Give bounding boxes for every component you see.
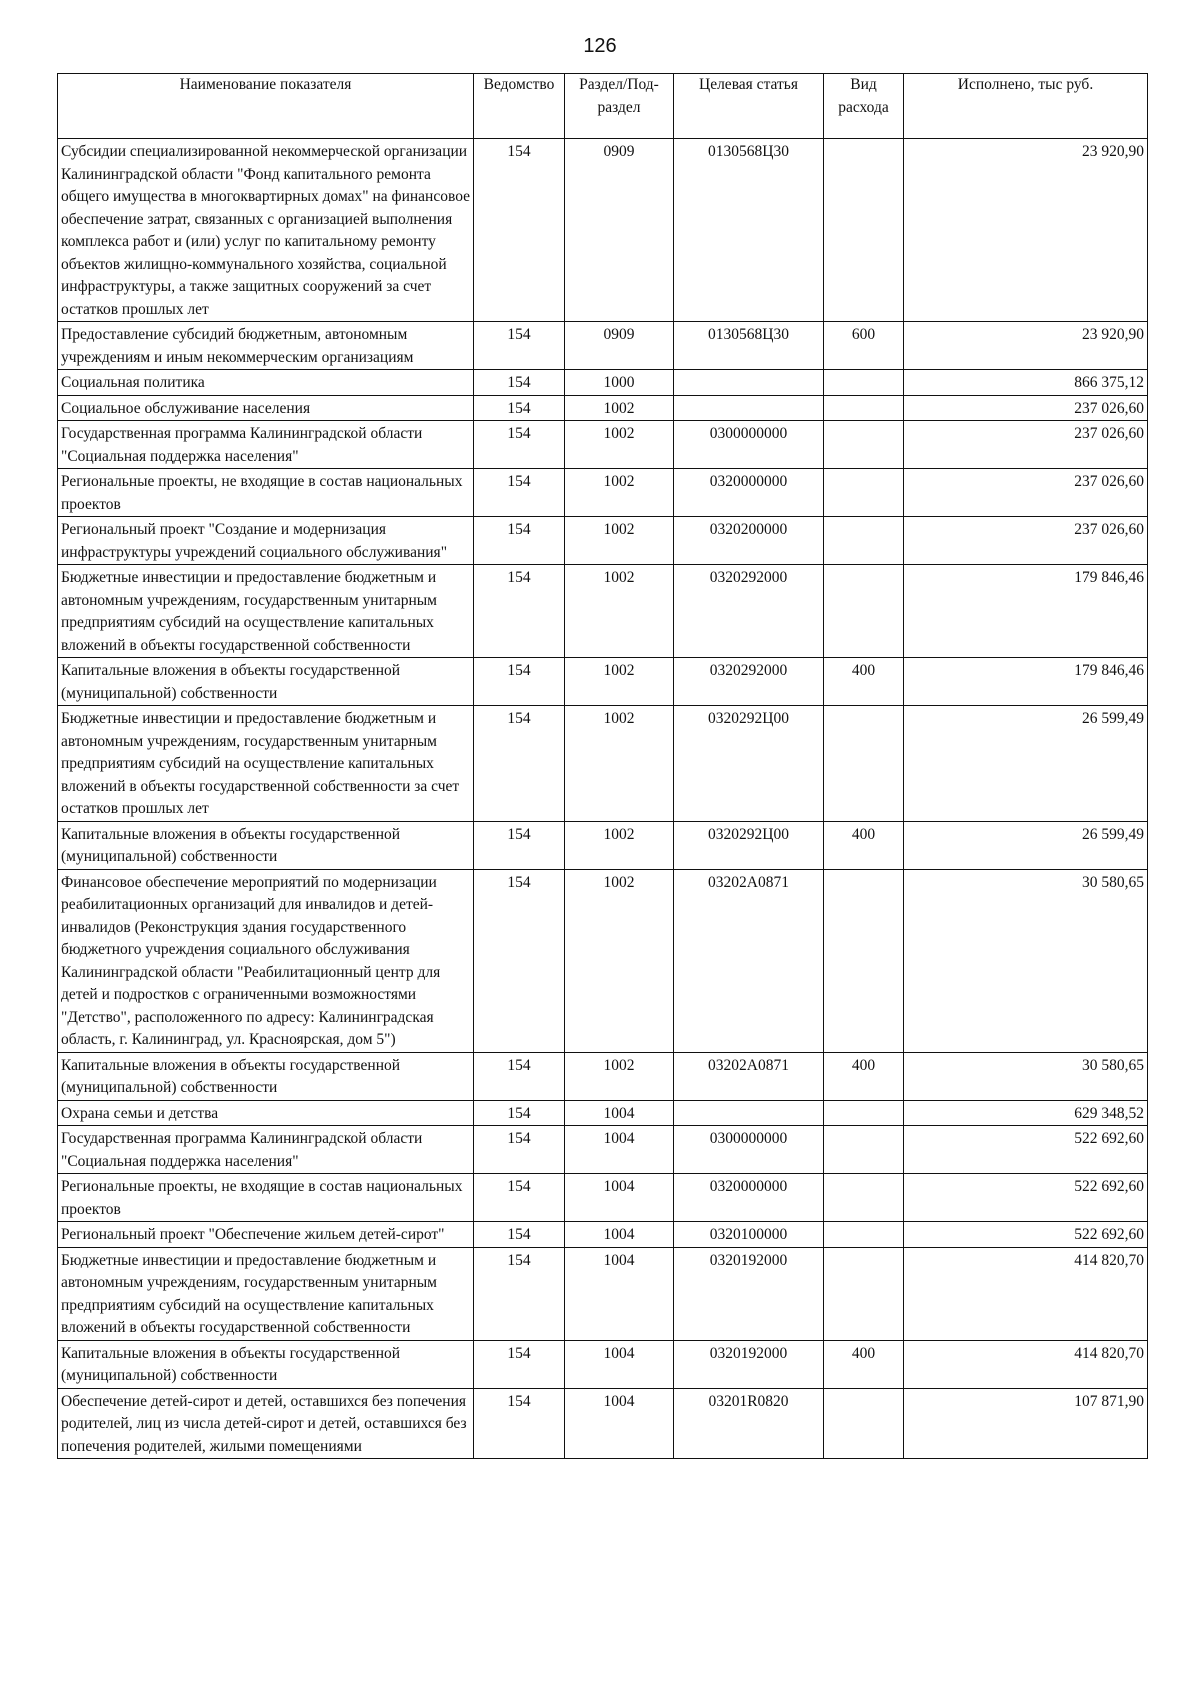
- cell-department: 154: [474, 1340, 565, 1388]
- cell-section: 1002: [565, 869, 674, 1052]
- cell-name: Социальная политика: [58, 370, 474, 396]
- cell-department: 154: [474, 322, 565, 370]
- cell-amount: 237 026,60: [904, 469, 1148, 517]
- cell-amount: 414 820,70: [904, 1247, 1148, 1340]
- cell-department: 154: [474, 421, 565, 469]
- cell-expense-type: 400: [824, 821, 904, 869]
- cell-target: 0320192000: [674, 1340, 824, 1388]
- cell-target: [674, 1100, 824, 1126]
- cell-expense-type: [824, 1247, 904, 1340]
- cell-amount: 522 692,60: [904, 1174, 1148, 1222]
- cell-name: Капитальные вложения в объекты государственной (муниципальной) собственности: [58, 1052, 474, 1100]
- table-row: [58, 322, 1148, 370]
- cell-expense-type: [824, 469, 904, 517]
- cell-department: 154: [474, 1388, 565, 1459]
- header-name: Наименование показателя: [58, 74, 474, 139]
- header-target: Целевая статья: [674, 74, 824, 139]
- cell-department: 154: [474, 658, 565, 706]
- cell-department: 154: [474, 1100, 565, 1126]
- table-row: [58, 706, 1148, 822]
- header-expense-type: Вид расхода: [824, 74, 904, 139]
- cell-expense-type: [824, 139, 904, 322]
- table-row: [58, 821, 1148, 869]
- header-executed: Исполнено, тыс руб.: [904, 74, 1148, 139]
- cell-target: 0300000000: [674, 421, 824, 469]
- table-row: [58, 370, 1148, 396]
- cell-section: 1004: [565, 1174, 674, 1222]
- cell-target: 03201R0820: [674, 1388, 824, 1459]
- cell-target: 0130568Ц30: [674, 139, 824, 322]
- cell-expense-type: [824, 517, 904, 565]
- cell-name: Капитальные вложения в объекты государственной (муниципальной) собственности: [58, 821, 474, 869]
- budget-table: [57, 73, 1148, 1459]
- cell-section: 1002: [565, 421, 674, 469]
- table-header-row: [58, 74, 1148, 139]
- cell-department: 154: [474, 1174, 565, 1222]
- cell-amount: 866 375,12: [904, 370, 1148, 396]
- cell-amount: 30 580,65: [904, 1052, 1148, 1100]
- cell-amount: 26 599,49: [904, 706, 1148, 822]
- cell-department: 154: [474, 370, 565, 396]
- cell-amount: 237 026,60: [904, 517, 1148, 565]
- cell-target: [674, 395, 824, 421]
- cell-department: 154: [474, 1247, 565, 1340]
- cell-amount: 23 920,90: [904, 322, 1148, 370]
- cell-target: 0320000000: [674, 469, 824, 517]
- table-row: [58, 469, 1148, 517]
- cell-section: 1004: [565, 1388, 674, 1459]
- cell-target: 0320100000: [674, 1222, 824, 1248]
- cell-amount: 179 846,46: [904, 658, 1148, 706]
- cell-department: 154: [474, 1052, 565, 1100]
- cell-target: 0320192000: [674, 1247, 824, 1340]
- cell-expense-type: [824, 706, 904, 822]
- cell-target: 0320292000: [674, 565, 824, 658]
- cell-expense-type: [824, 565, 904, 658]
- cell-amount: 30 580,65: [904, 869, 1148, 1052]
- cell-amount: 107 871,90: [904, 1388, 1148, 1459]
- cell-name: Государственная программа Калининградской области "Социальная поддержка населения": [58, 1126, 474, 1174]
- cell-target: 0130568Ц30: [674, 322, 824, 370]
- cell-name: Региональный проект "Обеспечение жильем детей-сирот": [58, 1222, 474, 1248]
- cell-department: 154: [474, 565, 565, 658]
- cell-target: 0320292Ц00: [674, 821, 824, 869]
- cell-target: 0320000000: [674, 1174, 824, 1222]
- cell-section: 0909: [565, 322, 674, 370]
- cell-amount: 522 692,60: [904, 1126, 1148, 1174]
- cell-target: 0320292Ц00: [674, 706, 824, 822]
- table-row: [58, 1340, 1148, 1388]
- table-row: [58, 421, 1148, 469]
- table-row: [58, 658, 1148, 706]
- cell-name: Региональные проекты, не входящие в состав национальных проектов: [58, 469, 474, 517]
- table-row: [58, 1126, 1148, 1174]
- cell-section: 1004: [565, 1100, 674, 1126]
- cell-department: 154: [474, 469, 565, 517]
- cell-expense-type: [824, 370, 904, 396]
- table-row: [58, 565, 1148, 658]
- cell-expense-type: [824, 869, 904, 1052]
- page-number: 126: [583, 35, 617, 57]
- cell-name: Охрана семьи и детства: [58, 1100, 474, 1126]
- cell-department: 154: [474, 869, 565, 1052]
- header-section: Раздел/Под-раздел: [565, 74, 674, 139]
- cell-name: Капитальные вложения в объекты государственной (муниципальной) собственности: [58, 1340, 474, 1388]
- cell-name: Бюджетные инвестиции и предоставление бюджетным и автономным учреждениям, государственным унитарным предприятиям субсидий на осуществление капитальных вложений в объекты государственной собственности: [58, 565, 474, 658]
- cell-target: 03202А0871: [674, 1052, 824, 1100]
- cell-name: Социальное обслуживание населения: [58, 395, 474, 421]
- cell-name: Государственная программа Калининградской области "Социальная поддержка населения": [58, 421, 474, 469]
- cell-amount: 629 348,52: [904, 1100, 1148, 1126]
- cell-expense-type: [824, 421, 904, 469]
- cell-amount: 26 599,49: [904, 821, 1148, 869]
- table-row: [58, 869, 1148, 1052]
- cell-department: 154: [474, 517, 565, 565]
- cell-section: 1002: [565, 565, 674, 658]
- table-row: [58, 1174, 1148, 1222]
- cell-name: Предоставление субсидий бюджетным, автономным учреждениям и иным некоммерческим организациям: [58, 322, 474, 370]
- cell-expense-type: 400: [824, 658, 904, 706]
- cell-name: Бюджетные инвестиции и предоставление бюджетным и автономным учреждениям, государственным унитарным предприятиям субсидий на осуществление капитальных вложений в объекты государственной собственности за счет остатков прошлых лет: [58, 706, 474, 822]
- cell-target: [674, 370, 824, 396]
- cell-expense-type: [824, 1126, 904, 1174]
- cell-name: Финансовое обеспечение мероприятий по модернизации реабилитационных организаций для инвалидов и детей-инвалидов (Реконструкция здания государственного бюджетного учреждения социального обслуживания Калининградской области "Реабилитационный центр для детей и подростков с ограниченными возможностями "Детство", расположенного по адресу: Калининградская область, г. Калининград, ул. Красноярская, дом 5"): [58, 869, 474, 1052]
- cell-expense-type: [824, 1222, 904, 1248]
- table-row: [58, 1052, 1148, 1100]
- cell-expense-type: [824, 1100, 904, 1126]
- cell-section: 1002: [565, 469, 674, 517]
- cell-target: 0320292000: [674, 658, 824, 706]
- table-row: [58, 139, 1148, 322]
- cell-department: 154: [474, 395, 565, 421]
- header-department: Ведомство: [474, 74, 565, 139]
- cell-expense-type: 400: [824, 1340, 904, 1388]
- table-row: [58, 1100, 1148, 1126]
- table-row: [58, 517, 1148, 565]
- cell-section: 1004: [565, 1247, 674, 1340]
- cell-section: 1002: [565, 706, 674, 822]
- cell-department: 154: [474, 1222, 565, 1248]
- cell-name: Региональные проекты, не входящие в состав национальных проектов: [58, 1174, 474, 1222]
- cell-section: 1004: [565, 1340, 674, 1388]
- cell-amount: 237 026,60: [904, 395, 1148, 421]
- cell-expense-type: [824, 1388, 904, 1459]
- cell-department: 154: [474, 139, 565, 322]
- table-body: [58, 139, 1148, 1459]
- cell-amount: 179 846,46: [904, 565, 1148, 658]
- table-row: [58, 1247, 1148, 1340]
- cell-amount: 414 820,70: [904, 1340, 1148, 1388]
- cell-name: Региональный проект "Создание и модернизация инфраструктуры учреждений социального обслуживания": [58, 517, 474, 565]
- cell-expense-type: [824, 395, 904, 421]
- cell-name: Субсидии специализированной некоммерческой организации Калининградской области "Фонд капитального ремонта общего имущества в многоквартирных домах" на финансовое обеспечение затрат, связанных с организацией выполнения комплекса работ и (или) услуг по капитальному ремонту объектов жилищно-коммунального хозяйства, социальной инфраструктуры, а также защитных сооружений за счет остатков прошлых лет: [58, 139, 474, 322]
- table-row: [58, 1388, 1148, 1459]
- cell-section: 1002: [565, 395, 674, 421]
- cell-target: 03202А0871: [674, 869, 824, 1052]
- table-row: [58, 1222, 1148, 1248]
- table-row: [58, 395, 1148, 421]
- cell-department: 154: [474, 1126, 565, 1174]
- cell-section: 1002: [565, 821, 674, 869]
- cell-section: 1000: [565, 370, 674, 396]
- cell-section: 1004: [565, 1222, 674, 1248]
- cell-expense-type: 400: [824, 1052, 904, 1100]
- cell-name: Капитальные вложения в объекты государственной (муниципальной) собственности: [58, 658, 474, 706]
- cell-amount: 522 692,60: [904, 1222, 1148, 1248]
- cell-section: 1002: [565, 658, 674, 706]
- cell-amount: 23 920,90: [904, 139, 1148, 322]
- cell-target: 0320200000: [674, 517, 824, 565]
- cell-expense-type: [824, 1174, 904, 1222]
- cell-expense-type: 600: [824, 322, 904, 370]
- cell-amount: 237 026,60: [904, 421, 1148, 469]
- cell-section: 0909: [565, 139, 674, 322]
- cell-section: 1004: [565, 1126, 674, 1174]
- cell-section: 1002: [565, 517, 674, 565]
- cell-name: Обеспечение детей-сирот и детей, оставшихся без попечения родителей, лиц из числа детей-сирот и детей, оставшихся без попечения родителей, жилыми помещениями: [58, 1388, 474, 1459]
- cell-section: 1002: [565, 1052, 674, 1100]
- cell-department: 154: [474, 821, 565, 869]
- cell-department: 154: [474, 706, 565, 822]
- cell-name: Бюджетные инвестиции и предоставление бюджетным и автономным учреждениям, государственным унитарным предприятиям субсидий на осуществление капитальных вложений в объекты государственной собственности: [58, 1247, 474, 1340]
- cell-target: 0300000000: [674, 1126, 824, 1174]
